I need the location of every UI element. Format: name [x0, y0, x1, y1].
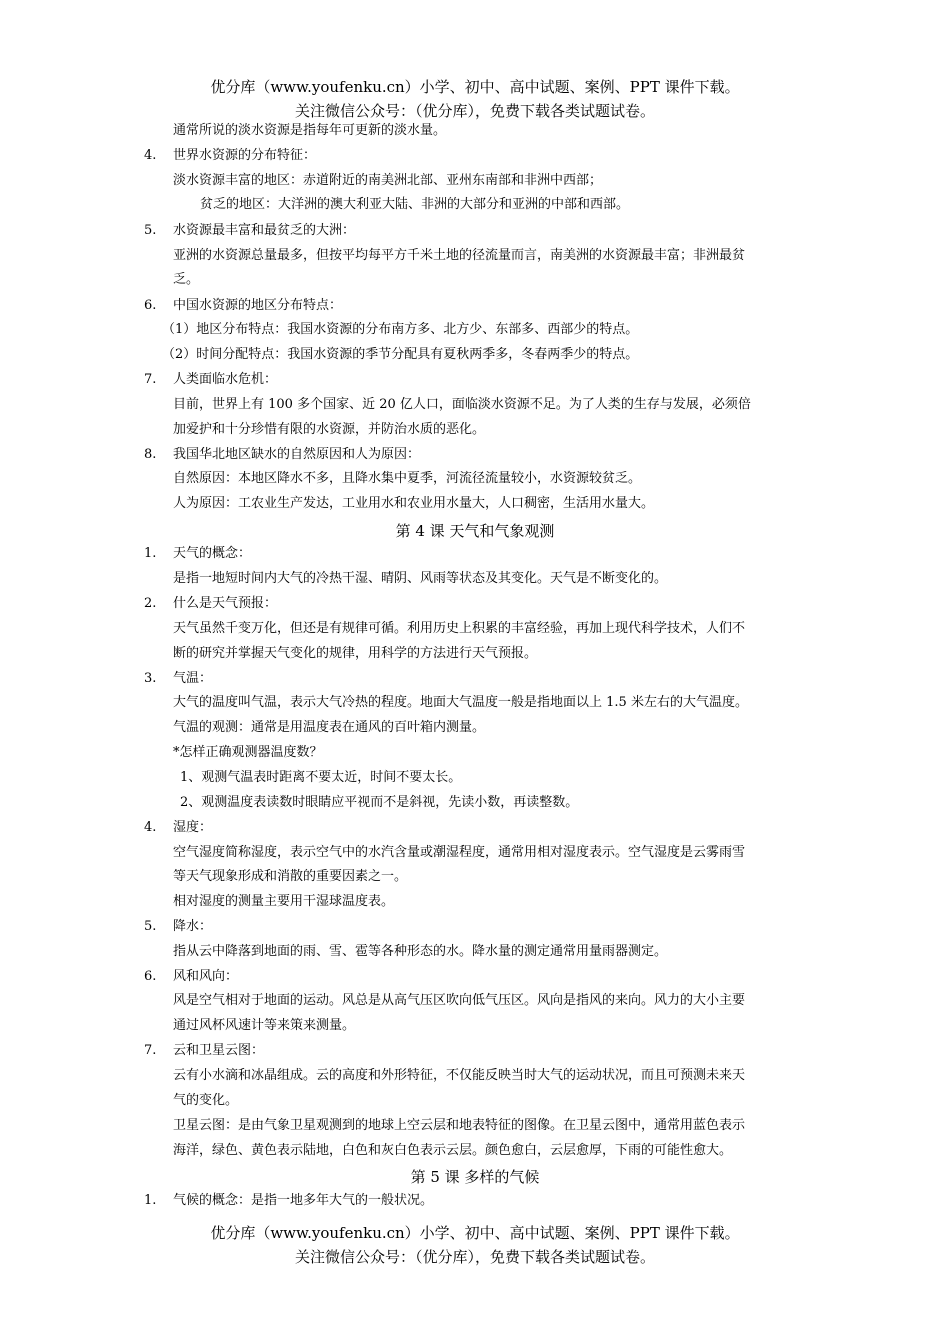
- item-text: 1、观测气温表时距离不要太近，时间不要太长。: [180, 770, 462, 785]
- item-title: 天气的概念：: [173, 546, 252, 561]
- item-title: 水资源最丰富和最贫乏的大洲：: [173, 223, 356, 238]
- item-text: 等天气现象形成和消散的重要因素之一。: [173, 869, 408, 884]
- item-text: 通过风杯风速计等来策来测量。: [173, 1018, 356, 1033]
- item-number: 4.: [144, 148, 157, 163]
- item-title: 气候的概念：是指一地多年大气的一般状况。: [173, 1193, 434, 1208]
- item-title: 人类面临水危机：: [173, 372, 278, 387]
- footer-line-2: 关注微信公众号：（优分库），免费下载各类试题试卷。: [294, 1248, 655, 1266]
- item-text: 断的研究并掌握天气变化的规律，用科学的方法进行天气预报。: [173, 646, 538, 661]
- item-text: 目前，世界上有 100 多个国家、近 20 亿人口，面临淡水资源不足。为了人类的生存与发展，必须倍: [173, 397, 751, 412]
- item-number: 6.: [144, 298, 157, 313]
- item-number: 7.: [144, 372, 157, 387]
- item-number: 4.: [144, 820, 157, 835]
- lesson-5-title: 第 5 课 多样的气候: [410, 1168, 540, 1186]
- lesson-4-title: 第 4 课 天气和气象观测: [395, 522, 555, 540]
- item-text: 自然原因：本地区降水不多，且降水集中夏季，河流径流量较小，水资源较贫乏。: [173, 471, 642, 486]
- item-title: 湿度：: [173, 820, 213, 835]
- item-number: 1.: [144, 546, 157, 561]
- item-title: 气温：: [173, 671, 213, 686]
- item-title: 世界水资源的分布特征：: [173, 148, 317, 163]
- item-text: 指从云中降落到地面的雨、雪、雹等各种形态的水。降水量的测定通常用量雨器测定。: [173, 944, 668, 959]
- item-number: 5.: [144, 919, 157, 934]
- item-number: 6.: [144, 969, 157, 984]
- item-text: 人为原因：工农业生产发达，工业用水和农业用水量大，人口稠密，生活用水量大。: [173, 496, 655, 511]
- item-text: 海洋，绿色、黄色表示陆地，白色和灰白色表示云层。颜色愈白，云层愈厚，下雨的可能性愈大。: [173, 1143, 733, 1158]
- footer-line-1: 优分库（www.youfenku.cn）小学、初中、高中试题、案例、PPT 课件下载。: [210, 1224, 740, 1242]
- item-text: 空气湿度简称湿度，表示空气中的水汽含量或潮湿程度，通常用相对湿度表示。空气湿度是云雾雨雪: [173, 845, 746, 860]
- item-number: 3.: [144, 671, 157, 686]
- header-line-2: 关注微信公众号：（优分库），免费下载各类试题试卷。: [294, 102, 655, 120]
- item-text: 2、观测温度表读数时眼睛应平视而不是斜视，先读小数，再读整数。: [180, 795, 579, 810]
- item-text: （1）地区分布特点：我国水资源的分布南方多、北方少、东部多、西部少的特点。: [162, 322, 639, 337]
- item-text: *怎样正确观测器温度数？: [173, 745, 323, 760]
- item-text: 气的变化。: [173, 1093, 239, 1108]
- item-text: 加爱护和十分珍惜有限的水资源，并防治水质的恶化。: [173, 422, 486, 437]
- item-number: 7.: [144, 1043, 157, 1058]
- item-text: 亚洲的水资源总量最多，但按平均每平方千米土地的径流量而言，南美洲的水资源最丰富；非洲最贫: [173, 248, 746, 263]
- item-title: 中国水资源的地区分布特点：: [173, 298, 343, 313]
- item-text: 大气的温度叫气温，表示大气冷热的程度。地面大气温度一般是指地面以上 1.5 米左右的大气温度。: [173, 695, 748, 710]
- item-number: 2.: [144, 596, 157, 611]
- item-text: （2）时间分配特点：我国水资源的季节分配具有夏秋两季多，冬春两季少的特点。: [162, 347, 639, 362]
- item-text: 淡水资源丰富的地区：赤道附近的南美洲北部、亚州东南部和非洲中西部；: [173, 173, 603, 188]
- item-number: 8.: [144, 447, 157, 462]
- item-text: 云有小水滴和冰晶组成。云的高度和外形特征，不仅能反映当时大气的运动状况，而且可预测未来天: [173, 1068, 746, 1083]
- item-title: 什么是天气预报：: [173, 596, 278, 611]
- item-text: 贫乏的地区：大洋洲的澳大利亚大陆、非洲的大部分和亚洲的中部和西部。: [200, 197, 630, 212]
- item-text: 相对湿度的测量主要用干湿球温度表。: [173, 894, 395, 909]
- item-text: 卫星云图：是由气象卫星观测到的地球上空云层和地表特征的图像。在卫星云图中，通常用蓝色表示: [173, 1118, 746, 1133]
- item-text: 气温的观测：通常是用温度表在通风的百叶箱内测量。: [173, 720, 486, 735]
- item-number: 1.: [144, 1193, 157, 1208]
- item-number: 5.: [144, 223, 157, 238]
- item-title: 我国华北地区缺水的自然原因和人为原因：: [173, 447, 421, 462]
- item-title: 云和卫星云图：: [173, 1043, 265, 1058]
- item-text: 风是空气相对于地面的运动。风总是从高气压区吹向低气压区。风向是指风的来向。风力的大小主要: [173, 993, 746, 1008]
- item-text: 乏。: [173, 272, 200, 287]
- item-text: 天气虽然千变万化，但还是有规律可循。利用历史上积累的丰富经验，再加上现代科学技术，人们不: [173, 621, 746, 636]
- item-title: 降水：: [173, 919, 213, 934]
- item-text: 是指一地短时间内大气的冷热干湿、晴阴、风雨等状态及其变化。天气是不断变化的。: [173, 571, 668, 586]
- intro-text: 通常所说的淡水资源是指每年可更新的淡水量。: [173, 123, 447, 138]
- item-title: 风和风向：: [173, 969, 239, 984]
- header-line-1: 优分库（www.youfenku.cn）小学、初中、高中试题、案例、PPT 课件下载。: [210, 78, 740, 96]
